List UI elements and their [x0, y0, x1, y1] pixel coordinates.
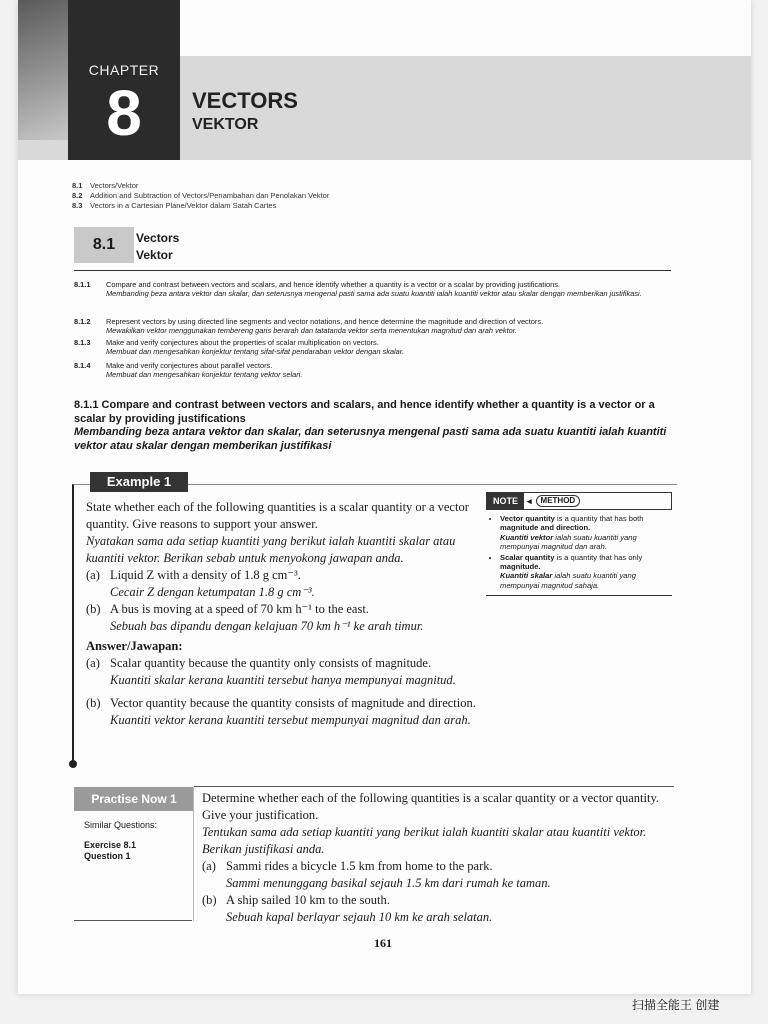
- example-part: (a) Liquid Z with a density of 1.8 g cm⁻³. Cecair Z dengan ketumpatan 1.8 g cm⁻³.: [86, 568, 315, 599]
- note-item: • Vector quantity is a quantity that has both magnitude and direction. Kuantiti vektor ialah suatu kuantiti yang mempunyai magnitud dan arah.: [500, 514, 666, 552]
- document-page: [18, 0, 751, 994]
- practise-side-rule: [74, 920, 192, 921]
- note-box: [486, 492, 672, 596]
- example-question: State whether each of the following quantities is a scalar quantity or a vector quantity. Give reasons to support your answer. Nyatakan sama ada setiap kuantiti yang berikut ialah kuantiti skalar atau kuantiti vektor. Berikan sebab untuk menyokong jawapan anda. (a) Liquid Z with a density of 1.8 g cm⁻³. Cecair Z dengan ketumpatan 1.8 g cm⁻³. (b) A bus is moving at a speed of 70 km h⁻¹ to the east. Sebuah bas dipandu dengan kelajuan 70 km h⁻¹ ke arah timur.: [86, 499, 476, 635]
- note-tag: NOTE: [487, 493, 524, 509]
- practise-question: Determine whether each of the following quantities is a scalar quantity or a vector quantity. Give your justification. Tentukan sama ada setiap kuantiti yang berikut ialah kuantiti skalar atau kuantiti vektor. Berikan justifikasi anda. (a) Sammi rides a bicycle 1.5 km from home to the park. Sammi menunggang basikal sejauh 1.5 km dari rumah ke taman. (b) A ship sailed 10 km to the south. Sebuah kapal berlayar sejauh 10 km ke arah selatan.: [202, 790, 672, 926]
- example-tab: Example 1: [90, 472, 188, 492]
- page-number: 161: [374, 936, 392, 950]
- note-arrow-icon: ◂: [527, 495, 532, 506]
- example-end-dot: [69, 760, 77, 768]
- chapter-number: 8: [106, 77, 142, 149]
- learning-standard: 8.1.3 Make and verify conjectures about the properties of scalar multiplication on vectors. Membuat dan mengesahkan konjektur tentang sifat-sifat pendaraban vektor dengan skalar.: [74, 338, 404, 356]
- subsection-heading: 8.1.1 Compare and contrast between vectors and scalars, and hence identify whether a quantity is a vector or a scalar by providing justifications Membanding beza antara vektor dan skalar, dan seterusnya mengenal pasti sama ada suatu kuantiti ialah kuantiti vektor atau skalar dengan memberikan justifikasi: [74, 399, 667, 452]
- practise-part: (a) Sammi rides a bicycle 1.5 km from home to the park. Sammi menunggang basikal sejauh 1.5 km dari rumah ke taman.: [202, 859, 551, 890]
- chapter-label: CHAPTER: [88, 62, 160, 78]
- scanner-watermark: 扫描全能王 创建: [632, 998, 720, 1012]
- example-answer: [86, 638, 626, 729]
- note-header: [486, 492, 672, 510]
- toc-item: 8.2 Addition and Subtraction of Vectors/Penambahan dan Penolakan Vektor: [72, 191, 330, 200]
- practise-part: (b) A ship sailed 10 km to the south. Sebuah kapal berlayar sejauh 10 km ke arah selatan.: [202, 893, 493, 924]
- chapter-title-ms: VEKTOR: [192, 116, 259, 133]
- section-divider: [74, 270, 671, 271]
- example-part: (b) A bus is moving at a speed of 70 km h⁻¹ to the east. Sebuah bas dipandu dengan kelajuan 70 km h⁻¹ ke arah timur.: [86, 602, 424, 633]
- section-number: 8.1: [92, 236, 116, 253]
- similar-questions: Similar Questions: Exercise 8.1 Question 1: [84, 820, 158, 861]
- practise-tab: Practise Now 1: [74, 787, 194, 811]
- section-title-ms: Vektor: [136, 248, 173, 262]
- note-item: • Scalar quantity is a quantity that has only magnitude. Kuantiti skalar ialah suatu kuantiti yang mempunyai magnitud sahaja.: [500, 553, 666, 591]
- answer-part: (b) Vector quantity because the quantity consists of magnitude and direction. Kuantiti vektor kerana kuantiti tersebut mempunyai magnitud dan arah.: [86, 696, 476, 727]
- learning-standard: 8.1.1 Compare and contrast between vectors and scalars, and hence identify whether a quantity is a vector or a scalar by providing justifications. Membanding beza antara vektor dan skalar, dan seterusnya mengenal pasti sama ada suatu kuantiti ialah kuantiti vektor atau skalar dengan memberikan justifikasi.: [74, 280, 642, 298]
- learning-standard: 8.1.2 Represent vectors by using directed line segments and vector notations, and hence determine the magnitude and direction of vectors. Mewakilkan vektor menggunakan tembereng garis berarah dan tatatanda vektor serta menentukan magnitud dan arah vektor.: [74, 317, 544, 335]
- toc-item: 8.3 Vectors in a Cartesian Plane/Vektor dalam Satah Cartes: [72, 201, 277, 210]
- note-list: [486, 510, 672, 596]
- toc-item: 8.1 Vectors/Vektor: [72, 181, 139, 190]
- learning-standard: 8.1.4 Make and verify conjectures about parallel vectors. Membuat dan mengesahkan konjektur tentang vektor selari.: [74, 361, 303, 379]
- practise-divider: [194, 786, 674, 787]
- answer-part: (a) Scalar quantity because the quantity only consists of magnitude. Kuantiti skalar kerana kuantiti tersebut hanya mempunyai magnitud.: [86, 656, 456, 687]
- method-label: METHOD: [536, 495, 581, 507]
- answer-label: Answer/Jawapan:: [86, 639, 183, 653]
- chapter-decoration-image: [18, 0, 68, 140]
- section-title-en: Vectors: [136, 231, 180, 245]
- chapter-title-en: VECTORS: [192, 88, 298, 113]
